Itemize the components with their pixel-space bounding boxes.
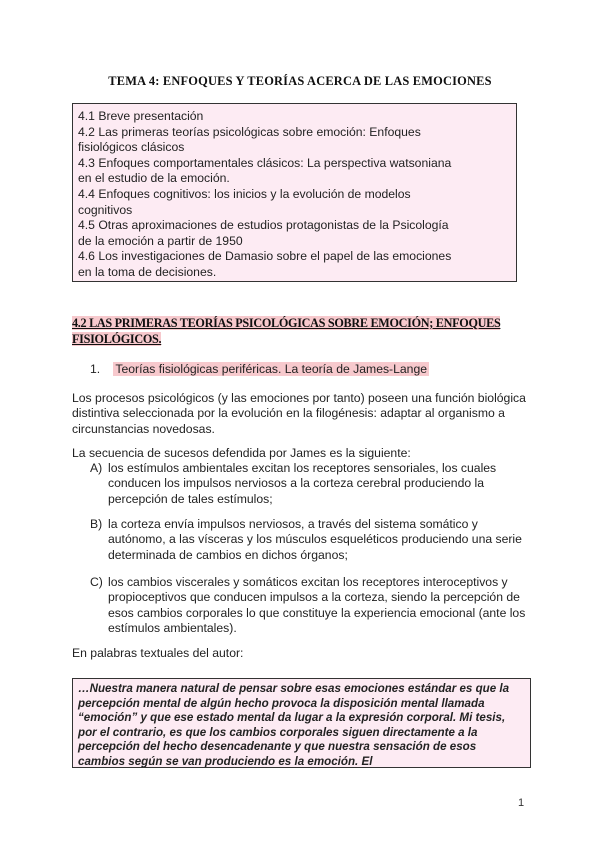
subheading-text: Teorías fisiológicas periféricas. La teoría de James-Lange bbox=[115, 362, 428, 376]
quote-text: …Nuestra manera natural de pensar sobre esas emociones estándar es que la percepción mental de algún hecho provoca la disposición mental llamada “emoción” y que ese estado mental da lugar a la expresión corporal. Mi tesis, por el contrario, es que los cambios corporales siguen directamente a la percepción del hecho desencadenante y que nuestra sensación de esos cambios según se van produciendo es la emoción. El bbox=[78, 682, 510, 768]
subheading bbox=[90, 362, 429, 376]
list-item-text: los estímulos ambientales excitan los receptores sensoriales, los cuales conducen los impulsos nerviosos a la corteza cerebral produciendo la percepción de tales estímulos; bbox=[108, 461, 497, 506]
toc-line: 4.4 Enfoques cognitivos: los inicios y la evolución de modelos bbox=[78, 186, 411, 201]
toc-line: cognitivos bbox=[78, 202, 133, 217]
toc-line: 4.5 Otras aproximaciones de estudios protagonistas de la Psicología bbox=[78, 218, 449, 233]
section-heading-line2: FISIOLÓGICOS. bbox=[72, 332, 162, 346]
page-number: 1 bbox=[518, 797, 525, 809]
toc-line: 4.3 Enfoques comportamentales clásicos: La perspectiva watsoniana bbox=[78, 155, 452, 170]
table-of-contents-box bbox=[72, 103, 517, 282]
toc-line: 4.2 Las primeras teorías psicológicas sobre emoción: Enfoques bbox=[78, 124, 421, 139]
toc-line: fisiológicos clásicos bbox=[78, 140, 185, 155]
list-item-text: la corteza envía impulsos nerviosos, a través del sistema somático y autónomo, a las vísceras y los músculos esqueléticos produciendo una serie determinada de cambios en dichos órganos; bbox=[108, 517, 522, 562]
list-item bbox=[90, 461, 530, 507]
subheading-number: 1. bbox=[90, 362, 101, 376]
section-heading bbox=[72, 315, 532, 347]
list-item bbox=[90, 517, 530, 563]
list-item-text: los cambios viscerales y somáticos excitan los receptores interoceptivos y propioceptivos que conducen impulsos a la corteza, siendo la percepción de esos cambios corporales lo que constituye la experiencia emocional (ante los estímulos ambientales). bbox=[108, 575, 526, 636]
toc-line: en el estudio de la emoción. bbox=[78, 171, 230, 186]
toc-line: 4.1 Breve presentación bbox=[78, 109, 204, 123]
toc-line: de la emoción a partir de 1950 bbox=[78, 233, 243, 248]
toc-line: en la toma de decisiones. bbox=[78, 264, 217, 279]
list-item bbox=[90, 575, 530, 637]
section-heading-line1: 4.2 LAS PRIMERAS TEORÍAS PSICOLÓGICAS SOBRE EMOCIÓN; ENFOQUES bbox=[72, 316, 501, 330]
list-item-label: C) bbox=[90, 575, 103, 589]
document-title: TEMA 4: ENFOQUES Y TEORÍAS ACERCA DE LAS EMOCIONES bbox=[108, 74, 492, 88]
paragraph-author-words: En palabras textuales del autor: bbox=[72, 646, 244, 660]
paragraph-intro: Los procesos psicológicos (y las emociones por tanto) poseen una función biológica distintiva seleccionada por la evolución en la filogénesis: adaptar al organismo a circunstancias novedosas. bbox=[72, 391, 526, 436]
paragraph-sequence: La secuencia de sucesos defendida por James es la siguiente: bbox=[72, 446, 411, 460]
toc-line: 4.6 Los investigaciones de Damasio sobre el papel de las emociones bbox=[78, 249, 452, 264]
list-item-label: A) bbox=[90, 461, 103, 475]
quote-box bbox=[72, 678, 531, 768]
list-item-label: B) bbox=[90, 517, 103, 531]
